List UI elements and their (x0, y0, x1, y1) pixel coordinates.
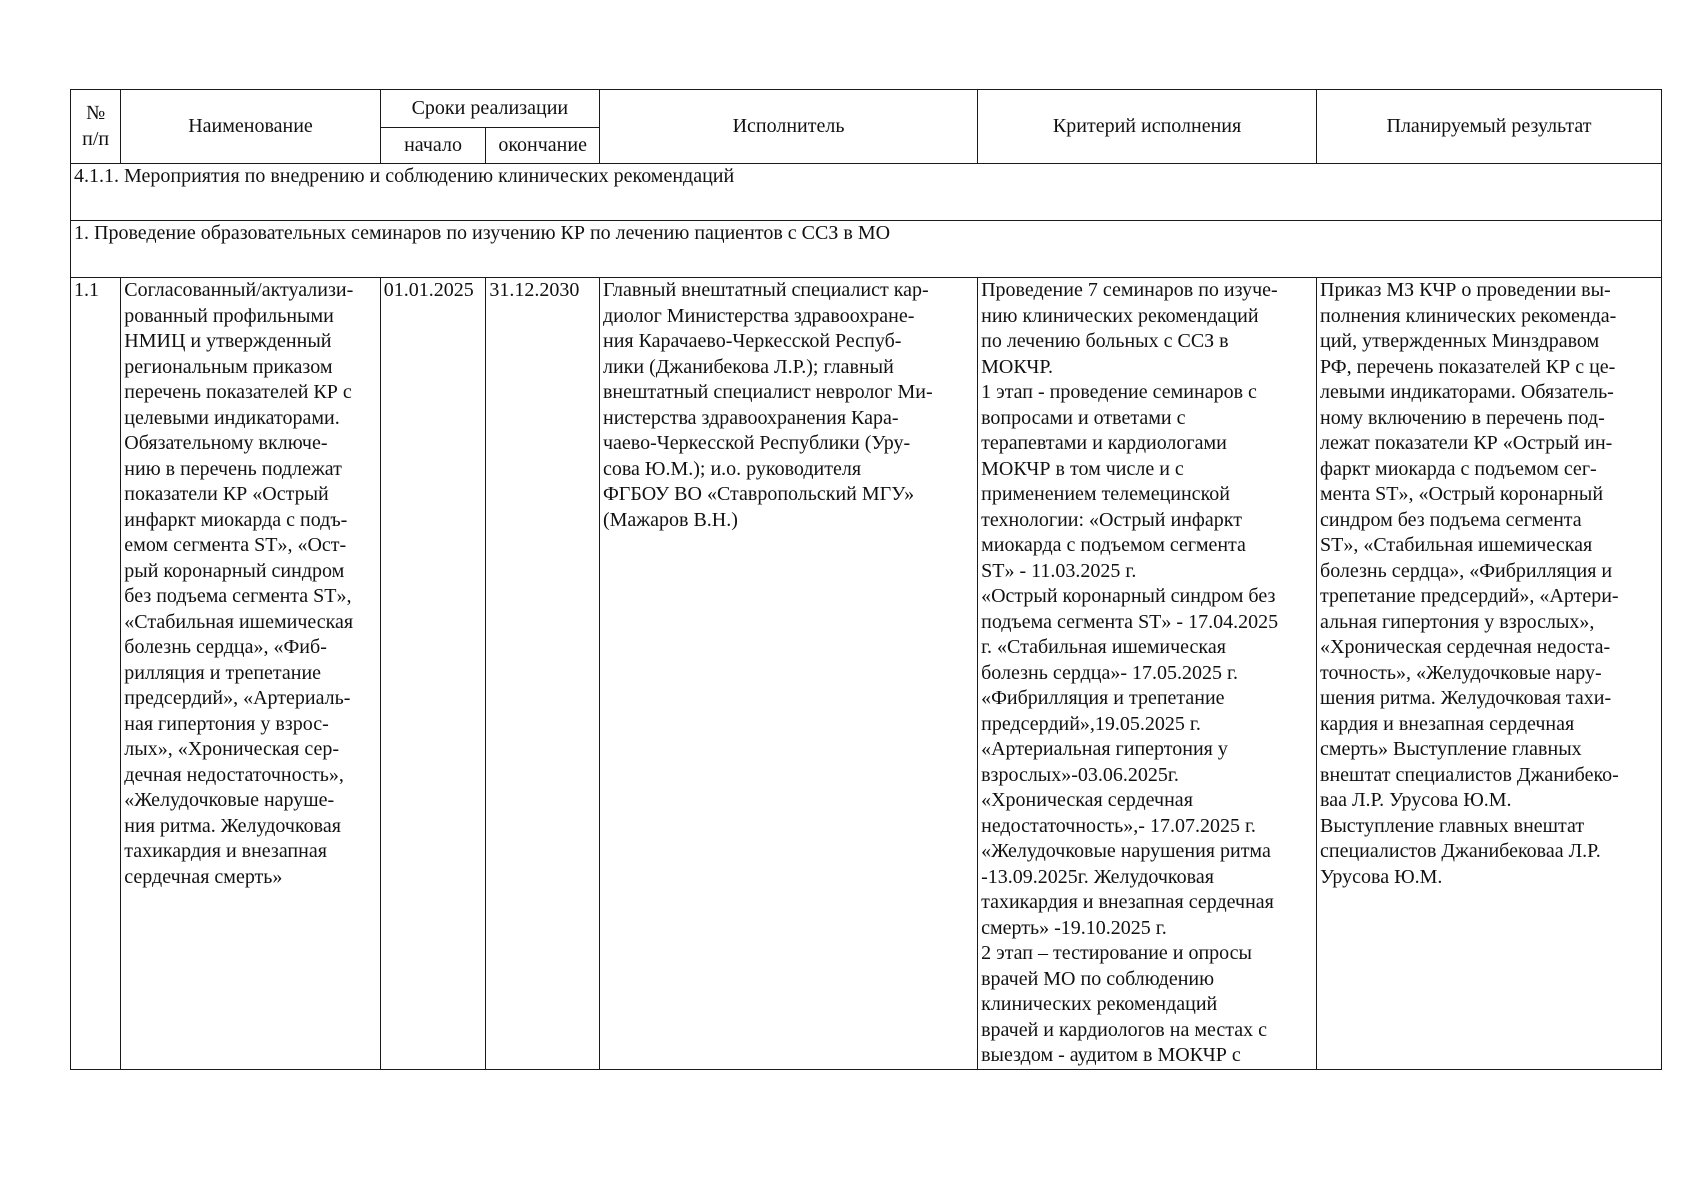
section-row (71, 221, 1662, 278)
table-row (71, 278, 1662, 1070)
row-name-text: Согласованный/актуализи- рованный профильными НМИЦ и утвержденный региональным приказом перечень показателей КР с целевыми индикаторами. Обязательному включе- нию в перечень подлежат показатели КР «Острый инфаркт миокарда с подъ- емом сегмента ST», «Ост- рый коронарный синдром без подъема сегмента ST», «Стабильная ишемическая болезнь сердца», «Фиб- рилляция и трепетание предсердий», «Артериаль- ная гипертония у взрос- лых», «Хроническая сер- дечная недостаточность», «Желудочковые наруше- ния ритма. Желудочковая тахикардия и внезапная сердечная смерть» (124, 279, 354, 888)
row-criterion (978, 278, 1317, 1070)
header-end: окончание (486, 128, 600, 164)
row-executor (599, 278, 977, 1070)
row-criterion-text: Проведение 7 семинаров по изуче- нию клинических рекомендаций по лечению больных с ССЗ в МОКЧР. 1 этап - проведение семинаров с вопросами и ответами с терапевтами и кардиологами МОКЧР в том числе и с применением телемецинской технологии: «Острый инфаркт миокарда с подъемом сегмента ST» - 11.03.2025 г. «Острый коронарный синдром без подъема сегмента ST» - 17.04.2025 г. «Стабильная ишемическая болезнь сердца»- 17.05.2025 г. «Фибрилляция и трепетание предсердий»,19.05.2025 г. «Артериальная гипертония у взрослых»-03.06.2025г. «Хроническая сердечная недостаточность»,- 17.07.2025 г. «Желудочковые нарушения ритма -13.09.2025г. Желудочковая тахикардия и внезапная сердечная смерть» -19.10.2025 г. 2 этап – тестирование и опросы врачей МО по соблюдению клинических рекомендаций врачей и кардиологов на местах с выездом - аудитом в МОКЧР с (981, 279, 1279, 1066)
row-name (121, 278, 380, 1070)
header-terms: Сроки реализации (380, 90, 599, 128)
row-executor-text: Главный внештатный специалист кар- диолог Министерства здравоохране- ния Карачаево-Черкесской Респуб- лики (Джанибекова Л.Р.); главный внештатный специалист невролог Ми- нистерства здравоохранения Кара- чаево-Черкесской Республики (Уру- сова Ю.М.); и.о. руководителя ФГБОУ ВО «Ставропольский МГУ» (Мажаров В.Н.) (602, 279, 933, 531)
row-result-text: Приказ МЗ КЧР о проведении вы- полнения клинических рекоменда- ций, утвержденных Минздравом РФ, перечень показателей КР с це- левыми индикаторами. Обязатель- ному включению в перечень под- лежат показатели КР «Острый ин- фаркт миокарда с подъемом сег- мента ST», «Острый коронарный синдром без подъема сегмента ST», «Стабильная ишемическая болезнь сердца», «Фибрилляция и трепетание предсердий», «Артери- альная гипертония у взрослых», «Хроническая сердечная недоста- точность», «Желудочковые нару- шения ритма. Желудочковая тахи- кардия и внезапная сердечная смерть» Выступление главных внештат специалистов Джанибеко- ваа Л.Р. Урусова Ю.М. Выступление главных внештат специалистов Джанибековаа Л.Р. Урусова Ю.М. (1320, 279, 1619, 888)
row-result (1317, 278, 1662, 1070)
header-name: Наименование (121, 90, 380, 164)
section-title: 4.1.1. Мероприятия по внедрению и соблюдению клинических рекомендаций (71, 164, 1662, 221)
row-start-date: 01.01.2025 (380, 278, 486, 1070)
header-criterion: Критерий исполнения (978, 90, 1317, 164)
table-header-row (71, 90, 1662, 128)
row-end-date: 31.12.2030 (486, 278, 600, 1070)
row-num: 1.1 (71, 278, 121, 1070)
subsection-title: 1. Проведение образовательных семинаров по изучению КР по лечению пациентов с ССЗ в МО (71, 221, 1662, 278)
header-executor: Исполнитель (599, 90, 977, 164)
section-row (71, 164, 1662, 221)
header-start: начало (380, 128, 486, 164)
plan-table (70, 89, 1662, 1070)
header-result: Планируемый результат (1317, 90, 1662, 164)
header-num: № п/п (71, 90, 121, 164)
